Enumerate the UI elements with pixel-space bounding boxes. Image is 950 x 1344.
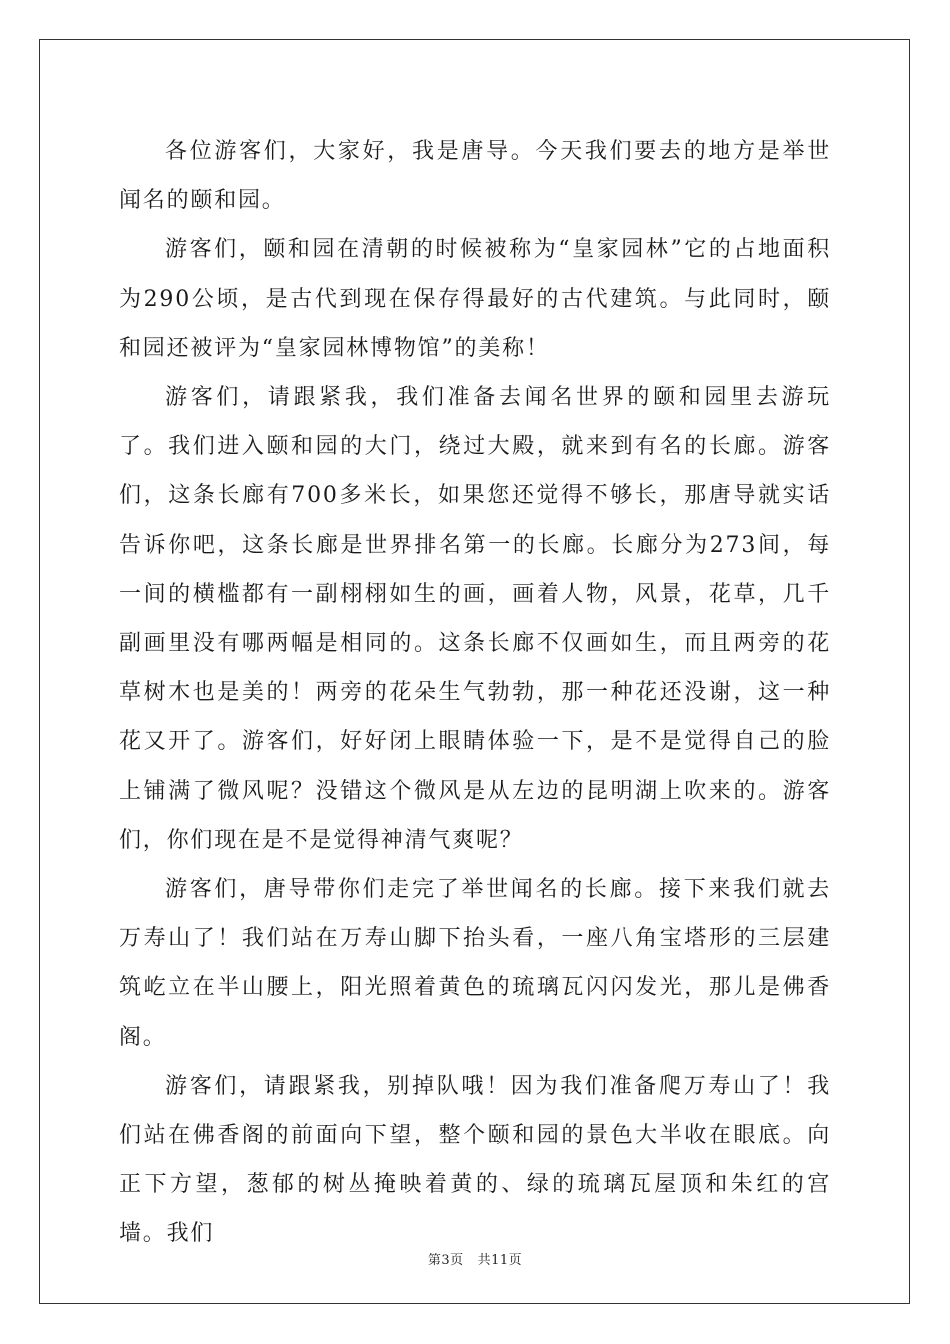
page-footer (0, 1249, 950, 1268)
document-body (119, 127, 831, 1259)
paragraph-3: 游客们，请跟紧我，我们准备去闻名世界的颐和园里去游玩了。我们进入颐和园的大门，绕过大殿，就来到有名的长廊。游客们，这条长廊有700多米长，如果您还觉得不够长，那唐导就实话告诉你吧，这条长廊是世界排名第一的长廊。长廊分为273间，每一间的横槛都有一副栩栩如生的画，画着人物，风景，花草，几千副画里没有哪两幅是相同的。这条长廊不仅画如生，而且两旁的花草树木也是美的！两旁的花朵生气勃勃，那一种花还没谢，这一种花又开了。游客们，好好闭上眼睛体验一下，是不是觉得自己的脸上铺满了微风呢？没错这个微风是从左边的昆明湖上吹来的。游客们，你们现在是不是觉得神清气爽呢？ (119, 385, 831, 853)
paragraph-4: 游客们，唐导带你们走完了举世闻名的长廊。接下来我们就去万寿山了！我们站在万寿山脚下抬头看，一座八角宝塔形的三层建筑屹立在半山腰上，阳光照着黄色的琉璃瓦闪闪发光，那儿是佛香阁。 (119, 877, 831, 1050)
paragraph-5: 游客们，请跟紧我，别掉队哦！因为我们准备爬万寿山了！我们站在佛香阁的前面向下望，整个颐和园的景色大半收在眼底。向正下方望，葱郁的树丛掩映着黄的、绿的琉璃瓦屋顶和朱红的宫墙。我们 (119, 1073, 831, 1247)
paragraph-2: 游客们，颐和园在清朝的时候被称为“皇家园林”它的占地面积为290公顷，是古代到现在保存得最好的古代建筑。与此同时，颐和园还被评为“皇家园林博物馆”的美称！ (119, 237, 831, 361)
page-total: 共11页 (477, 1253, 523, 1268)
page-number: 第3页 (427, 1253, 464, 1268)
paragraph-1: 各位游客们，大家好，我是唐导。今天我们要去的地方是举世闻名的颐和园。 (119, 139, 831, 214)
